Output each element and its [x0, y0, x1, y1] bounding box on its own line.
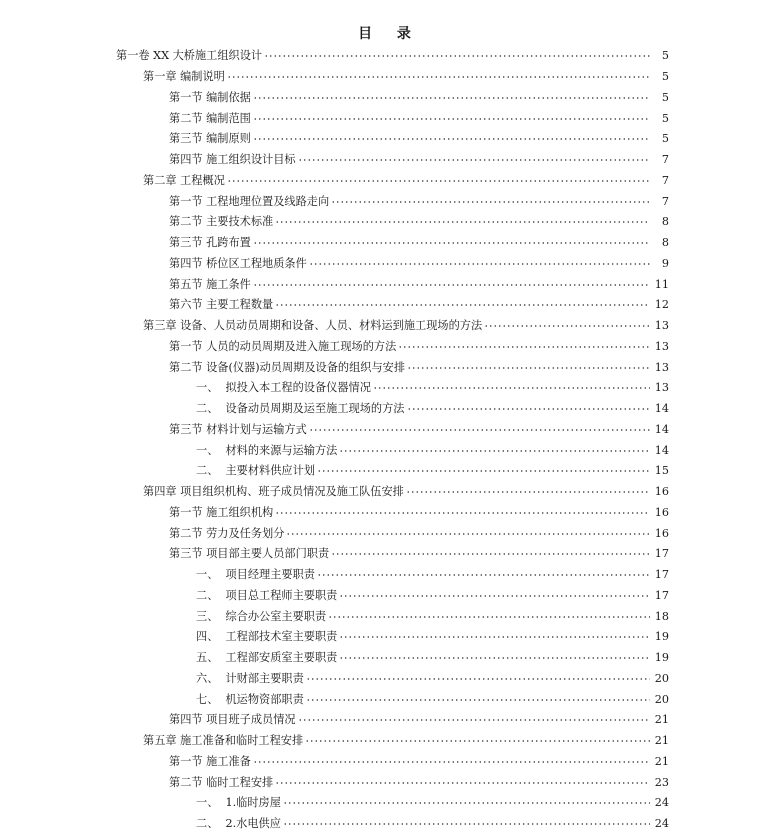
toc-entry[interactable]	[0, 752, 779, 773]
toc-entry[interactable]	[0, 67, 779, 88]
toc-entry-label: 第二节 劳力及任务划分	[169, 526, 285, 540]
toc-entry-label: 七、 机运物资部职责	[196, 692, 304, 706]
toc-entry-page-number: 15	[654, 464, 669, 478]
toc-entry[interactable]	[0, 772, 779, 793]
toc-entry[interactable]	[0, 129, 779, 150]
toc-entry-page-number: 24	[654, 817, 669, 831]
toc-entry-label: 三、 综合办公室主要职责	[196, 609, 327, 623]
toc-entry-label: 第一节 施工准备	[169, 754, 251, 768]
toc-entry-label: 第三节 编制原则	[169, 132, 251, 146]
toc-entry[interactable]	[0, 46, 779, 67]
toc-entry[interactable]	[0, 669, 779, 690]
dot-leader	[298, 156, 650, 164]
dot-leader	[406, 488, 650, 496]
toc-entry-page-number: 5	[661, 70, 669, 84]
toc-entry-page-number: 7	[661, 153, 669, 167]
toc-entry[interactable]	[0, 233, 779, 254]
toc-entry-page-number: 14	[654, 422, 669, 436]
toc-entry-label: 二、 项目总工程师主要职责	[196, 588, 338, 602]
toc-entry-page-number: 21	[654, 734, 669, 748]
dot-leader	[264, 52, 650, 60]
toc-entry-label: 一、 材料的来源与运输方法	[196, 443, 338, 457]
dot-leader	[227, 177, 650, 185]
toc-entry-label: 第二节 编制范围	[169, 111, 251, 125]
toc-entry[interactable]	[0, 503, 779, 524]
toc-entry-page-number: 20	[654, 671, 669, 685]
toc-entry-page-number: 5	[661, 90, 669, 104]
toc-entry[interactable]	[0, 274, 779, 295]
toc-entry-label: 第一节 编制依据	[169, 90, 251, 104]
dot-leader	[331, 550, 650, 558]
toc-entry[interactable]	[0, 420, 779, 441]
toc-entry-page-number: 20	[654, 692, 669, 706]
toc-entry-page-number: 11	[654, 277, 669, 291]
table-of-contents	[0, 46, 779, 835]
toc-entry[interactable]	[0, 357, 779, 378]
toc-entry[interactable]	[0, 689, 779, 710]
toc-entry-label: 第六节 主要工程数量	[169, 298, 274, 312]
toc-entry-page-number: 5	[661, 132, 669, 146]
dot-leader	[253, 758, 650, 766]
toc-entry-label: 一、 拟投入本工程的设备仪器情况	[196, 381, 371, 395]
dot-leader	[398, 343, 650, 351]
dot-leader	[275, 218, 650, 226]
toc-entry[interactable]	[0, 710, 779, 731]
dot-leader	[253, 94, 650, 102]
toc-entry-label: 二、 主要材料供应计划	[196, 464, 315, 478]
toc-entry[interactable]	[0, 461, 779, 482]
toc-entry[interactable]	[0, 586, 779, 607]
toc-entry-label: 第五章 施工准备和临时工程安排	[143, 734, 304, 748]
toc-entry-page-number: 5	[661, 49, 669, 63]
dot-leader	[306, 675, 650, 683]
toc-entry-label: 第四章 项目组织机构、班子成员情况及施工队伍安排	[143, 485, 404, 499]
toc-entry-page-number: 17	[654, 588, 669, 602]
toc-entry-page-number: 18	[654, 609, 669, 623]
dot-leader	[484, 322, 650, 330]
dot-leader	[253, 135, 650, 143]
dot-leader	[331, 198, 650, 206]
toc-entry-label: 第二节 设备(仪器)动员周期及设备的组织与安排	[169, 360, 406, 374]
dot-leader	[283, 799, 650, 807]
dot-leader	[253, 115, 650, 123]
toc-entry-page-number: 24	[654, 796, 669, 810]
dot-leader	[317, 571, 650, 579]
toc-entry[interactable]	[0, 295, 779, 316]
dot-leader	[407, 364, 650, 372]
toc-entry[interactable]	[0, 606, 779, 627]
toc-entry-page-number: 16	[654, 485, 669, 499]
dot-leader	[283, 820, 650, 828]
toc-entry-label: 一、 1.临时房屋	[196, 796, 281, 810]
dot-leader	[275, 301, 650, 309]
toc-entry[interactable]	[0, 523, 779, 544]
toc-entry-label: 六、 计财部主要职责	[196, 671, 304, 685]
toc-entry-page-number: 14	[654, 402, 669, 416]
toc-entry-page-number: 7	[661, 194, 669, 208]
toc-entry-label: 二、 设备动员周期及运至施工现场的方法	[196, 402, 405, 416]
toc-entry[interactable]	[0, 793, 779, 814]
toc-entry[interactable]	[0, 191, 779, 212]
dot-leader	[407, 405, 651, 413]
toc-entry-label: 第三节 孔跨布置	[169, 236, 251, 250]
toc-entry-page-number: 17	[654, 547, 669, 561]
dot-leader	[298, 716, 650, 724]
toc-entry-label: 第二章 工程概况	[143, 173, 225, 187]
toc-entry[interactable]	[0, 212, 779, 233]
toc-entry[interactable]	[0, 482, 779, 503]
toc-entry-label: 第一卷 XX 大桥施工组织设计	[116, 49, 263, 63]
toc-entry-label: 四、 工程部技术室主要职责	[196, 630, 338, 644]
toc-entry-label: 第四节 施工组织设计目标	[169, 153, 296, 167]
dot-leader	[253, 281, 650, 289]
toc-entry-page-number: 5	[661, 111, 669, 125]
toc-entry-page-number: 13	[654, 339, 669, 353]
toc-entry-label: 第一节 工程地理位置及线路走向	[169, 194, 330, 208]
dot-leader	[275, 779, 650, 787]
dot-leader	[286, 530, 650, 538]
toc-entry-label: 第五节 施工条件	[169, 277, 251, 291]
dot-leader	[339, 633, 650, 641]
toc-entry[interactable]	[0, 648, 779, 669]
toc-entry-label: 第四节 桥位区工程地质条件	[169, 256, 307, 270]
toc-entry-page-number: 16	[654, 505, 669, 519]
toc-entry-page-number: 13	[654, 360, 669, 374]
toc-entry-label: 第二节 主要技术标准	[169, 215, 274, 229]
toc-entry-page-number: 7	[661, 173, 669, 187]
toc-entry-page-number: 12	[654, 298, 669, 312]
toc-entry-label: 第三章 设备、人员动员周期和设备、人员、材料运到施工现场的方法	[143, 319, 483, 333]
toc-entry[interactable]	[0, 254, 779, 275]
toc-entry-page-number: 23	[654, 775, 669, 789]
toc-entry-page-number: 13	[654, 319, 669, 333]
toc-entry[interactable]	[0, 316, 779, 337]
toc-entry-page-number: 21	[654, 713, 669, 727]
toc-entry[interactable]	[0, 814, 779, 835]
toc-entry[interactable]	[0, 378, 779, 399]
dot-leader	[373, 384, 650, 392]
toc-entry[interactable]	[0, 565, 779, 586]
dot-leader	[339, 654, 650, 662]
dot-leader	[306, 696, 650, 704]
toc-entry-label: 第一节 人员的动员周期及进入施工现场的方法	[169, 339, 397, 353]
toc-entry-page-number: 9	[661, 256, 669, 270]
dot-leader	[339, 592, 650, 600]
toc-entry[interactable]	[0, 440, 779, 461]
dot-leader	[309, 426, 650, 434]
dot-leader	[227, 73, 650, 81]
toc-entry[interactable]	[0, 399, 779, 420]
toc-entry-label: 第三节 项目部主要人员部门职责	[169, 547, 330, 561]
toc-entry[interactable]	[0, 544, 779, 565]
dot-leader	[328, 613, 650, 621]
toc-entry-page-number: 16	[654, 526, 669, 540]
toc-entry-label: 五、 工程部安质室主要职责	[196, 651, 338, 665]
toc-entry-label: 第四节 项目班子成员情况	[169, 713, 296, 727]
dot-leader	[309, 260, 650, 268]
toc-entry-page-number: 17	[654, 568, 669, 582]
toc-entry-page-number: 8	[661, 215, 669, 229]
dot-leader	[275, 509, 650, 517]
toc-entry-label: 第一节 施工组织机构	[169, 505, 274, 519]
toc-title: 目 录	[358, 26, 421, 42]
toc-entry-page-number: 21	[654, 754, 669, 768]
toc-entry-label: 第一章 编制说明	[143, 70, 225, 84]
toc-entry[interactable]	[0, 108, 779, 129]
toc-entry[interactable]	[0, 731, 779, 752]
toc-entry-label: 第二节 临时工程安排	[169, 775, 274, 789]
toc-entry-label: 第三节 材料计划与运输方式	[169, 422, 307, 436]
toc-entry-label: 一、 项目经理主要职责	[196, 568, 315, 582]
toc-entry[interactable]	[0, 627, 779, 648]
toc-entry-page-number: 13	[654, 381, 669, 395]
toc-entry-page-number: 8	[661, 236, 669, 250]
toc-entry[interactable]	[0, 88, 779, 109]
toc-entry-page-number: 19	[654, 630, 669, 644]
toc-entry[interactable]	[0, 150, 779, 171]
dot-leader	[305, 737, 650, 745]
toc-entry[interactable]	[0, 337, 779, 358]
toc-entry-label: 二、 2.水电供应	[196, 817, 281, 831]
dot-leader	[317, 467, 650, 475]
toc-entry[interactable]	[0, 171, 779, 192]
dot-leader	[339, 447, 650, 455]
toc-entry-page-number: 14	[654, 443, 669, 457]
dot-leader	[253, 239, 650, 247]
toc-entry-page-number: 19	[654, 651, 669, 665]
